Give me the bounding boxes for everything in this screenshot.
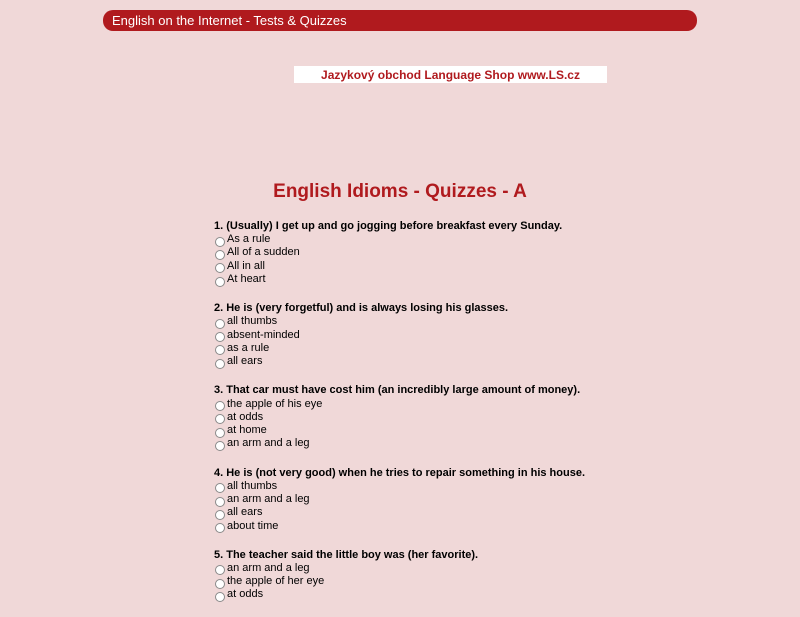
radio-button[interactable] (215, 483, 225, 493)
question-text: 4. He is (not very good) when he tries to repair something in his house. (214, 466, 586, 479)
page-title: English Idioms - Quizzes - A (273, 181, 527, 202)
option-3-4[interactable] (214, 437, 694, 450)
option-5-2[interactable] (214, 575, 694, 588)
radio-button[interactable] (215, 345, 225, 355)
option-label: at odds (227, 588, 264, 601)
option-2-1[interactable] (214, 315, 694, 328)
option-label: at odds (227, 410, 264, 423)
option-label: all ears (227, 355, 263, 368)
option-label: as a rule (227, 341, 270, 354)
option-label: at home (227, 424, 267, 437)
option-1-4[interactable] (214, 273, 694, 286)
option-label: all thumbs (227, 479, 278, 492)
option-label: At heart (227, 273, 266, 286)
radio-button[interactable] (215, 277, 225, 287)
radio-button[interactable] (215, 441, 225, 451)
option-5-1[interactable] (214, 562, 694, 575)
shop-banner (294, 66, 607, 83)
radio-button[interactable] (215, 263, 225, 273)
question-4 (214, 466, 694, 533)
radio-button[interactable] (215, 523, 225, 533)
option-1-3[interactable] (214, 260, 694, 273)
option-4-2[interactable] (214, 493, 694, 506)
radio-button[interactable] (215, 565, 225, 575)
option-label: the apple of his eye (227, 397, 323, 410)
question-text: 5. The teacher said the little boy was (her favorite). (214, 548, 479, 561)
option-label: an arm and a leg (227, 437, 310, 450)
radio-button[interactable] (215, 250, 225, 260)
option-1-1[interactable] (214, 233, 694, 246)
language-shop-link[interactable]: Jazykový obchod Language Shop www.LS.cz (321, 68, 580, 82)
option-4-1[interactable] (214, 480, 694, 493)
option-1-2[interactable] (214, 246, 694, 259)
radio-button[interactable] (215, 497, 225, 507)
question-text: 1. (Usually) I get up and go jogging before breakfast every Sunday. (214, 220, 563, 232)
option-3-3[interactable] (214, 424, 694, 437)
radio-button[interactable] (215, 579, 225, 589)
radio-button[interactable] (215, 237, 225, 247)
option-4-3[interactable] (214, 506, 694, 519)
radio-button[interactable] (215, 414, 225, 424)
option-3-1[interactable] (214, 397, 694, 410)
question-1 (214, 219, 694, 286)
radio-button[interactable] (215, 428, 225, 438)
option-label: As a rule (227, 233, 271, 246)
option-label: absent-minded (227, 328, 300, 341)
option-label: about time (227, 519, 279, 532)
site-title-link[interactable]: English on the Internet - Tests & Quizzes (112, 13, 347, 28)
radio-button[interactable] (215, 332, 225, 342)
radio-button[interactable] (215, 319, 225, 329)
option-3-2[interactable] (214, 411, 694, 424)
option-label: an arm and a leg (227, 493, 310, 505)
option-label: all ears (227, 506, 263, 519)
radio-button[interactable] (215, 592, 225, 602)
header-bar (103, 10, 697, 31)
option-label: all thumbs (227, 315, 278, 328)
option-label: the apple of her eye (227, 575, 325, 588)
option-2-3[interactable] (214, 342, 694, 355)
radio-button[interactable] (215, 401, 225, 411)
quiz-form (214, 219, 694, 617)
radio-button[interactable] (215, 359, 225, 369)
option-4-4[interactable] (214, 519, 694, 532)
question-2 (214, 301, 694, 368)
option-label: All in all (227, 259, 265, 272)
question-text: 2. He is (very forgetful) and is always losing his glasses. (214, 302, 509, 315)
option-2-2[interactable] (214, 328, 694, 341)
question-text: 3. That car must have cost him (an incredibly large amount of money). (214, 384, 581, 397)
question-3 (214, 383, 694, 450)
option-label: All of a sudden (227, 246, 300, 259)
option-2-4[interactable] (214, 355, 694, 368)
radio-button[interactable] (215, 510, 225, 520)
question-5 (214, 548, 694, 602)
option-label: an arm and a leg (227, 561, 310, 574)
